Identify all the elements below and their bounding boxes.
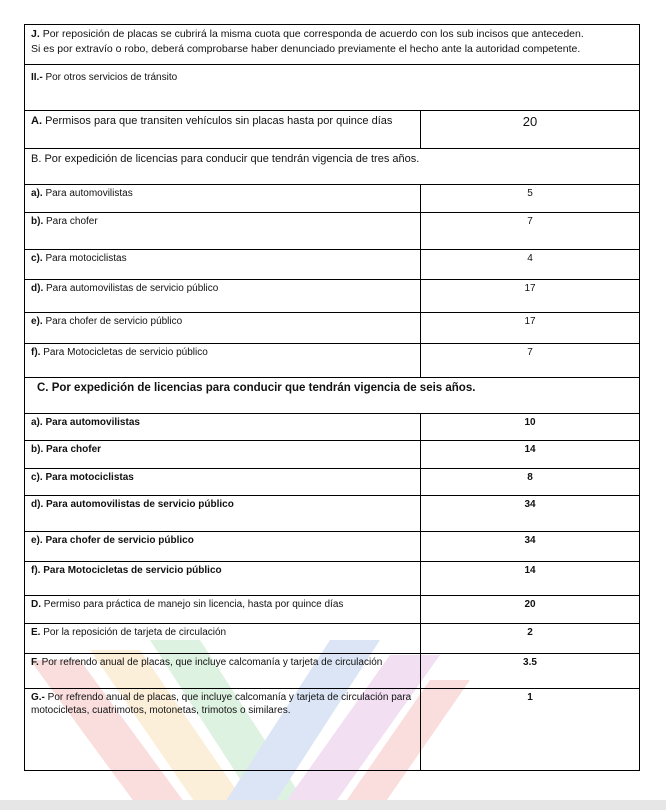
section-ii-number: II.- <box>31 72 43 83</box>
item-c-row <box>25 532 640 562</box>
item-b-row <box>25 250 640 280</box>
item-d-letter: D. <box>31 599 41 610</box>
item-f-letter: F. <box>31 657 39 668</box>
item-b-row-value: 17 <box>421 313 640 344</box>
item-b-row-value: 5 <box>421 185 640 213</box>
item-e-row <box>25 624 640 654</box>
item-c-heading: C. Por expedición de licencias para conducir que tendrán vigencia de seis años. <box>25 378 640 414</box>
item-b-row <box>25 213 640 250</box>
item-f-value: 3.5 <box>421 654 640 689</box>
item-c-row-letter: a). <box>31 417 43 428</box>
section-ii-title: Por otros servicios de tránsito <box>45 72 178 83</box>
item-b-row-label: Para chofer <box>46 216 98 227</box>
item-c-row-letter: c). <box>31 472 43 483</box>
item-c-row-label: Para chofer <box>46 444 102 455</box>
item-e-value: 2 <box>421 624 640 654</box>
item-e-letter: E. <box>31 627 41 638</box>
item-b-row <box>25 313 640 344</box>
item-b-row-letter: c). <box>31 253 43 264</box>
item-e-label: Por la reposición de tarjeta de circulación <box>43 627 227 638</box>
paragraph-j-row <box>25 25 640 65</box>
page-bottom-strip <box>0 800 666 810</box>
paragraph-j-line2: Si es por extravío o robo, deberá comprobarse haber denunciado previamente el hecho ante la autoridad competente. <box>31 43 581 55</box>
item-c-row-letter: f). <box>31 565 41 576</box>
item-c-row <box>25 414 640 441</box>
item-b-row-value: 17 <box>421 280 640 313</box>
item-b-row <box>25 185 640 213</box>
item-b-row <box>25 280 640 313</box>
item-c-row-label: Para motociclistas <box>45 472 134 483</box>
item-g-letter: G.- <box>31 692 45 703</box>
item-a-label: Permisos para que transiten vehículos sin placas hasta por quince días <box>45 115 393 127</box>
item-c-row-label: Para automovilistas <box>45 417 140 428</box>
item-b-row-label: Para Motocicletas de servicio público <box>43 347 208 358</box>
item-b-row-letter: d). <box>31 283 44 294</box>
item-c-row-letter: d). <box>31 499 44 510</box>
item-b-row-label: Para chofer de servicio público <box>45 316 183 327</box>
paragraph-j-letter: J. <box>31 28 40 40</box>
item-b-heading: B. Por expedición de licencias para conducir que tendrán vigencia de tres años. <box>25 149 640 185</box>
item-d-label: Permiso para práctica de manejo sin licencia, hasta por quince días <box>43 599 344 610</box>
tariff-table <box>24 24 640 771</box>
item-d-row <box>25 596 640 624</box>
item-c-heading-row <box>25 378 640 414</box>
paragraph-j-line1: Por reposición de placas se cubrirá la misma cuota que corresponda de acuerdo con los sub incisos que anteceden. <box>42 28 584 40</box>
item-b-heading-row <box>25 149 640 185</box>
item-b-row-letter: a). <box>31 188 43 199</box>
item-b-row-label: Para motociclistas <box>45 253 127 264</box>
item-c-row-label: Para chofer de servicio público <box>45 535 194 546</box>
item-a-value: 20 <box>421 111 640 149</box>
item-c-row-value: 14 <box>421 562 640 596</box>
item-c-row-label: Para automovilistas de servicio público <box>46 499 234 510</box>
item-b-row-label: Para automovilistas <box>45 188 133 199</box>
item-g-value: 1 <box>421 689 640 771</box>
item-c-row-value: 14 <box>421 441 640 469</box>
item-c-row <box>25 562 640 596</box>
item-f-row <box>25 654 640 689</box>
item-c-row <box>25 441 640 469</box>
item-b-row-value: 7 <box>421 344 640 378</box>
item-f-label: Por refrendo anual de placas, que incluye calcomanía y tarjeta de circulación <box>41 657 383 668</box>
item-g-row <box>25 689 640 771</box>
item-c-row-value: 34 <box>421 532 640 562</box>
item-b-row-letter: b). <box>31 216 44 227</box>
item-c-row-value: 10 <box>421 414 640 441</box>
item-c-row-label: Para Motocicletas de servicio público <box>43 565 222 576</box>
item-g-label: Por refrendo anual de placas, que incluye calcomanía y tarjeta de circulación para motocicletas, cuatrimotos, motonetas, trimotos o similares. <box>31 692 412 716</box>
item-b-row-letter: e). <box>31 316 43 327</box>
item-b-row <box>25 344 640 378</box>
item-b-row-value: 4 <box>421 250 640 280</box>
item-a-letter: A. <box>31 115 42 127</box>
item-c-row-value: 8 <box>421 469 640 496</box>
section-ii-row <box>25 65 640 111</box>
item-c-row-value: 34 <box>421 496 640 532</box>
item-c-row <box>25 496 640 532</box>
item-b-row-value: 7 <box>421 213 640 250</box>
item-c-row-letter: e). <box>31 535 43 546</box>
item-b-row-label: Para automovilistas de servicio público <box>46 283 219 294</box>
item-a-row <box>25 111 640 149</box>
item-c-row-letter: b). <box>31 444 44 455</box>
item-c-row <box>25 469 640 496</box>
item-d-value: 20 <box>421 596 640 624</box>
item-b-row-letter: f). <box>31 347 41 358</box>
